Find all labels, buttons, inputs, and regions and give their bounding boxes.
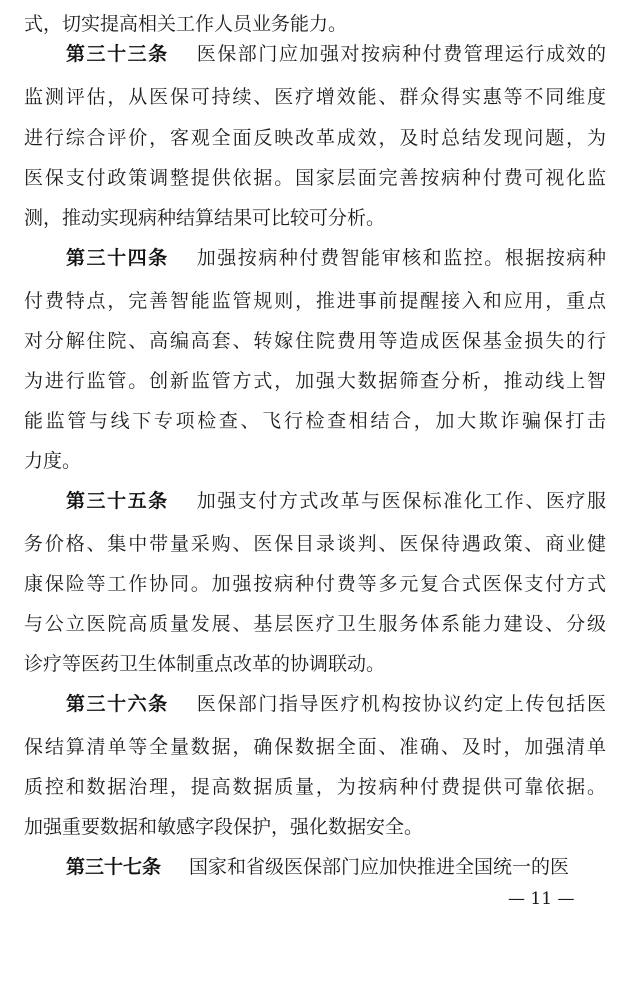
text-line — [24, 644, 606, 684]
text-line — [24, 158, 606, 198]
line-text: 力度。 — [24, 450, 82, 472]
line-text: 务价格、集中带量采购、医保目录谈判、医保待遇政策、商业健 — [24, 533, 606, 555]
line-text: 监测评估，从医保可持续、医疗增效能、群众得实惠等不同维度 — [24, 86, 606, 108]
text-line — [24, 604, 606, 644]
text-line — [24, 564, 606, 604]
text-line — [24, 767, 606, 807]
line-text: 医保部门指导医疗机构按协议约定上传包括医 — [196, 693, 606, 715]
line-text: 保结算清单等全量数据，确保数据全面、准确、及时，加强清单 — [24, 736, 606, 758]
text-line — [24, 401, 606, 441]
text-line — [24, 441, 606, 481]
article-heading: 第三十五条 — [66, 490, 169, 512]
text-line — [66, 847, 606, 887]
line-text: 诊疗等医药卫生体制重点改革的协调联动。 — [24, 653, 386, 675]
article-heading: 第三十四条 — [66, 247, 169, 269]
line-text: 与公立医院高质量发展、基层医疗卫生服务体系能力建设、分级 — [24, 613, 606, 635]
line-text: 康保险等工作协同。加强按病种付费等多元复合式医保支付方式 — [24, 573, 606, 595]
text-line — [24, 321, 606, 361]
text-line — [24, 807, 606, 847]
text-line — [66, 481, 606, 521]
text-line — [24, 281, 606, 321]
line-text: 测，推动实现病种结算结果可比较可分析。 — [24, 207, 386, 229]
page-number: — 11 — — [508, 889, 575, 909]
text-line — [66, 34, 606, 74]
line-text: 质控和数据治理，提高数据质量，为按病种付费提供可靠依据。 — [24, 776, 606, 798]
line-text: 国家和省级医保部门应加快推进全国统一的医 — [189, 856, 570, 878]
text-line — [66, 684, 606, 724]
article-heading: 第三十三条 — [66, 43, 169, 65]
article-heading: 第三十六条 — [66, 693, 169, 715]
text-line — [66, 238, 606, 278]
text-line — [24, 198, 606, 238]
line-text: 加强按病种付费智能审核和监控。根据按病种 — [196, 247, 606, 269]
text-line — [24, 524, 606, 564]
line-text: 加强重要数据和敏感字段保护，强化数据安全。 — [24, 816, 424, 838]
line-text: 医保部门应加强对按病种付费管理运行成效的 — [196, 43, 606, 65]
text-line — [24, 118, 606, 158]
text-line — [24, 727, 606, 767]
article-heading: 第三十七条 — [66, 856, 162, 878]
line-text: 医保支付政策调整提供依据。国家层面完善按病种付费可视化监 — [24, 167, 606, 189]
line-text: 加强支付方式改革与医保标准化工作、医疗服 — [196, 490, 606, 512]
text-line — [24, 361, 606, 401]
line-text: 付费特点，完善智能监管规则，推进事前提醒接入和应用，重点 — [24, 290, 606, 312]
line-text: 对分解住院、高编高套、转嫁住院费用等造成医保基金损失的行 — [24, 330, 606, 352]
text-line — [24, 77, 606, 117]
line-text: 进行综合评价，客观全面反映改革成效，及时总结发现问题，为 — [24, 127, 606, 149]
line-text: 式，切实提高相关工作人员业务能力。 — [24, 13, 348, 35]
line-text: 为进行监管。创新监管方式，加强大数据筛查分析，推动线上智 — [24, 370, 606, 392]
line-text: 能监管与线下专项检查、飞行检查相结合，加大欺诈骗保打击 — [24, 410, 606, 432]
